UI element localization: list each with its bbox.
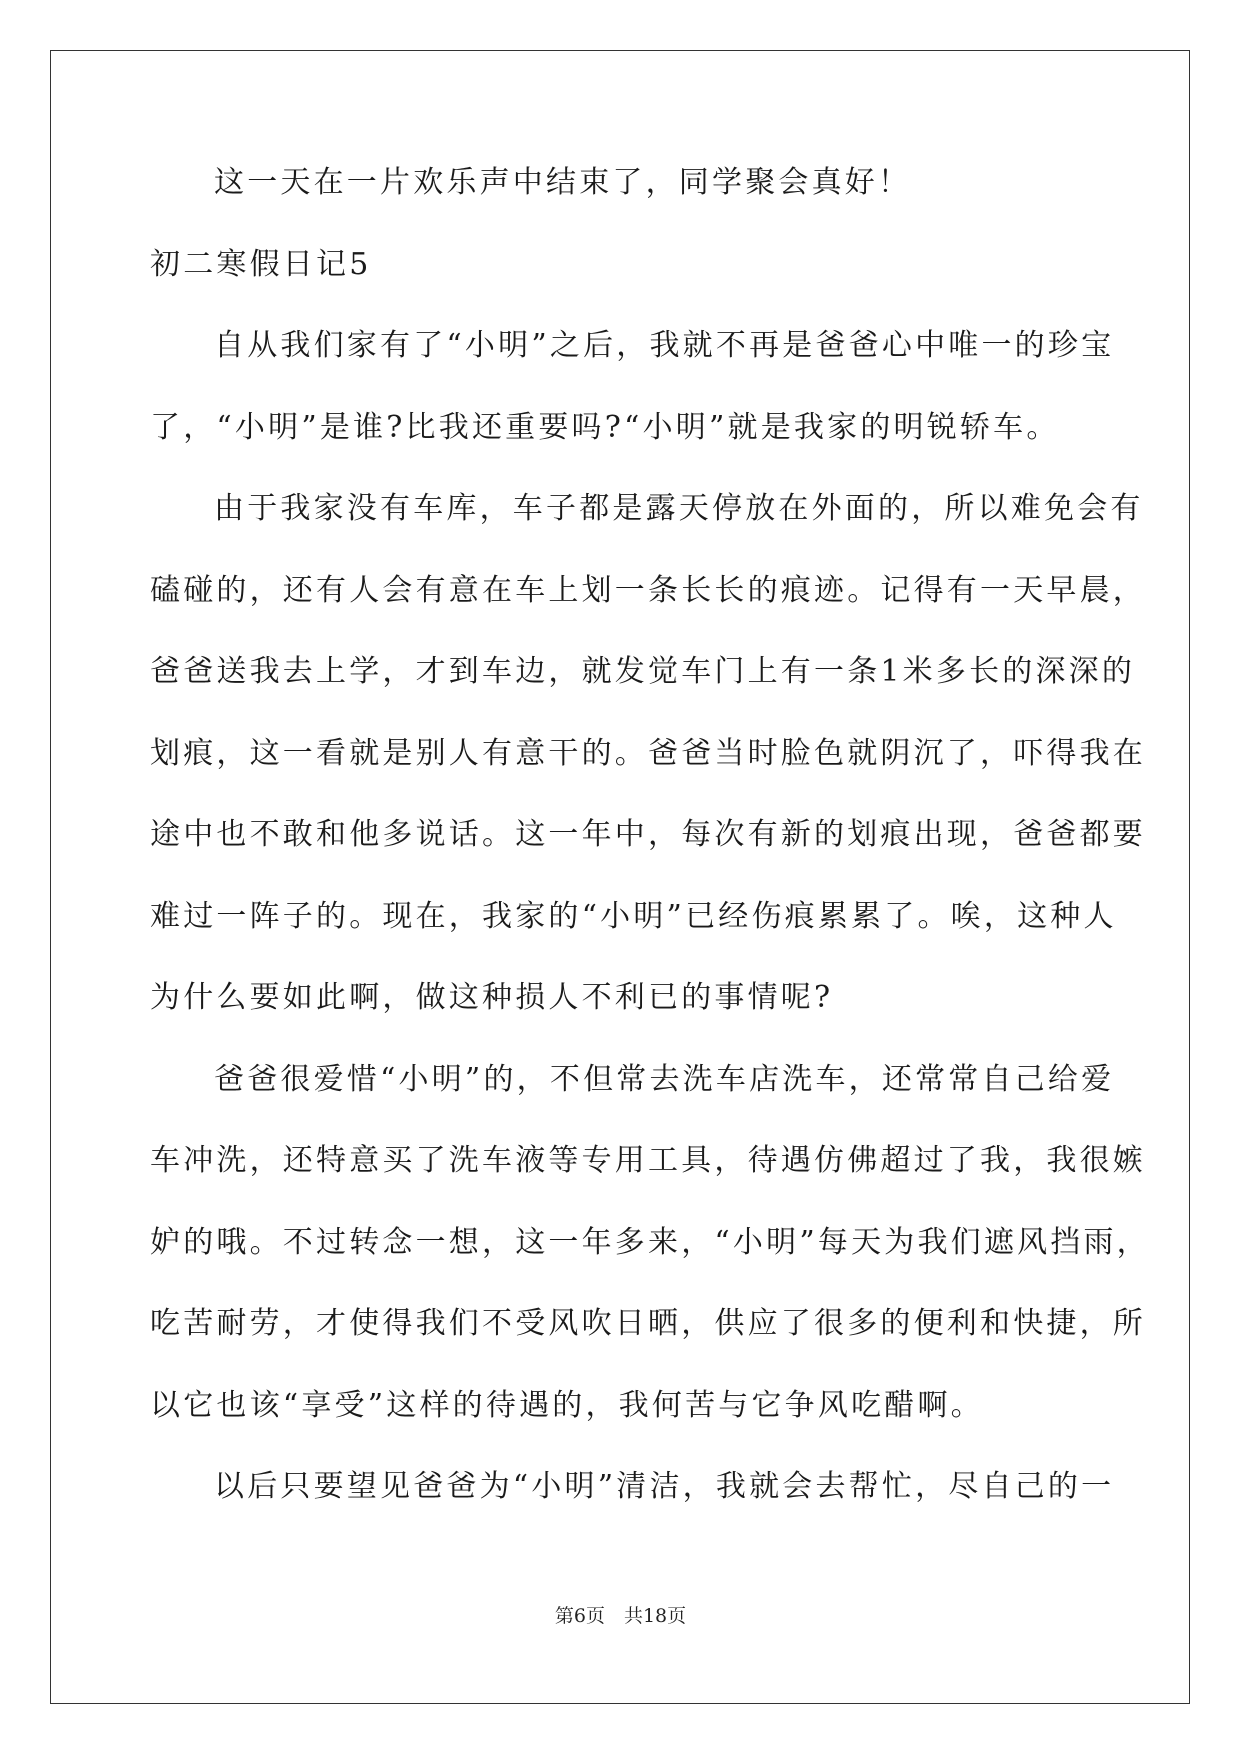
paragraph-line: 吃苦耐劳，才使得我们不受风吹日晒，供应了很多的便利和快捷，所	[150, 1306, 1146, 1341]
paragraph-line: 爸爸送我去上学，才到车边，就发觉车门上有一条1米多长的深深的	[150, 654, 1136, 689]
paragraph-line: 妒的哦。不过转念一想，这一年多来，“小明”每天为我们遮风挡雨，	[150, 1224, 1150, 1260]
paragraph-line: 爸爸很爱惜“小明”的，不但常去洗车店洗车，还常常自己给爱	[214, 1061, 1115, 1097]
paragraph-line: 车冲洗，还特意买了洗车液等专用工具，待遇仿佛超过了我，我很嫉	[150, 1143, 1146, 1178]
paragraph-line: 由于我家没有车库，车子都是露天停放在外面的，所以难免会有	[214, 491, 1144, 526]
page-number-footer: 第6页 共18页	[554, 1605, 687, 1627]
section-title: 初二寒假日记5	[150, 246, 372, 282]
paragraph-line: 这一天在一片欢乐声中结束了，同学聚会真好！	[214, 165, 912, 200]
paragraph-line: 难过一阵子的。现在，我家的“小明”已经伤痕累累了。唉，这种人	[150, 898, 1117, 934]
paragraph-line: 磕碰的，还有人会有意在车上划一条长长的痕迹。记得有一天早晨，	[150, 572, 1146, 608]
paragraph-line: 以它也该“享受”这样的待遇的，我何苦与它争风吃醋啊。	[150, 1387, 984, 1423]
document-body	[150, 165, 1150, 1554]
paragraph-line: 划痕，这一看就是别人有意干的。爸爸当时脸色就阴沉了，吓得我在	[150, 735, 1146, 771]
paragraph-line: 自从我们家有了“小明”之后，我就不再是爸爸心中唯一的珍宝	[214, 328, 1115, 363]
paragraph-line: 了，“小明”是谁?比我还重要吗?“小明”就是我家的明锐轿车。	[150, 409, 1060, 445]
paragraph-line: 以后只要望见爸爸为“小明”清洁，我就会去帮忙，尽自己的一	[214, 1469, 1115, 1504]
paragraph-line: 为什么要如此啊，做这种损人不利已的事情呢?	[150, 980, 834, 1015]
paragraph-line: 途中也不敢和他多说话。这一年中，每次有新的划痕出现，爸爸都要	[150, 817, 1146, 852]
